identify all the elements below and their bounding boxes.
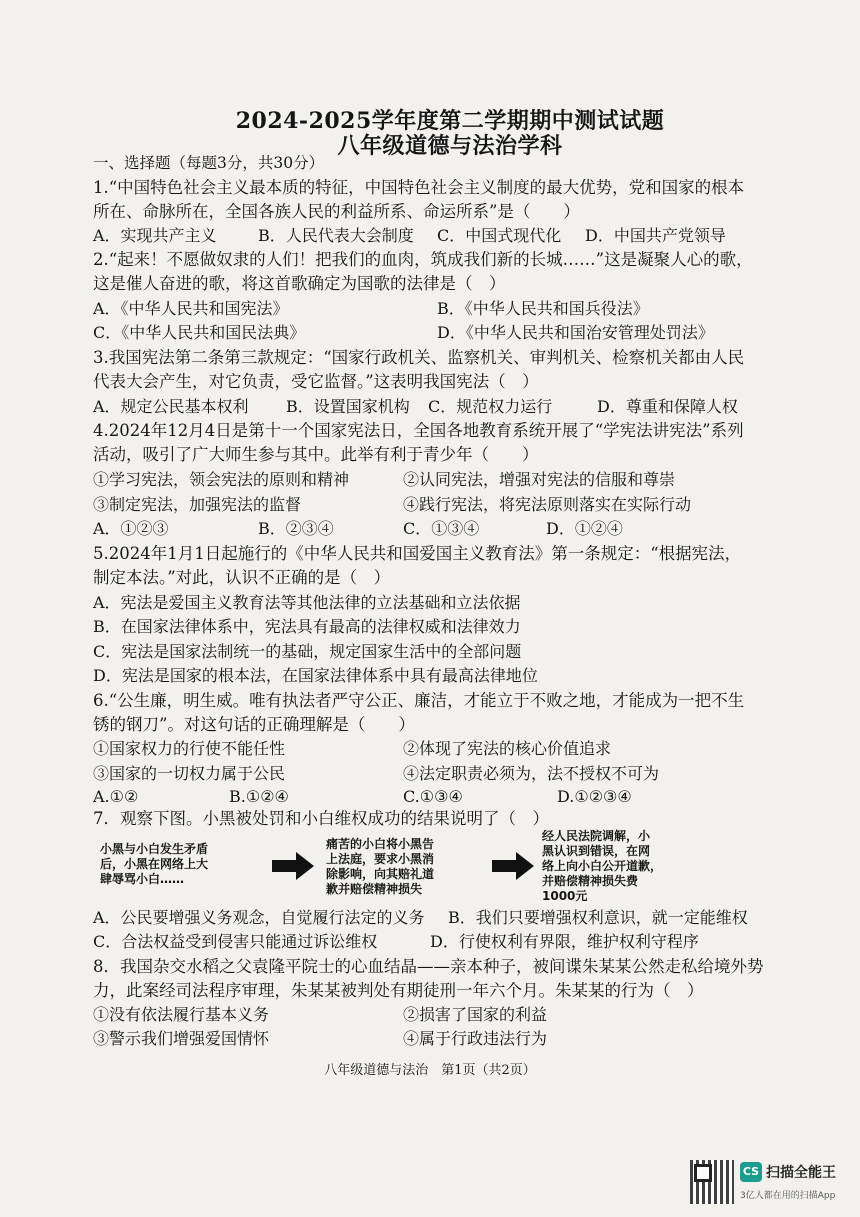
q4-statement-2: ②认同宪法，增强对宪法的信服和尊崇 bbox=[403, 470, 676, 489]
q3-stem-line2: 代表大会产生，对它负责，受它监督。”这表明我国宪法（ ） bbox=[93, 372, 539, 391]
q7-option-c: C．合法权益受到侵害只能通过诉讼维权 bbox=[93, 932, 378, 951]
scanner-app-name: 扫描全能王 bbox=[766, 1165, 836, 1181]
q6-statement-2: ②体现了宪法的核心价值追求 bbox=[403, 739, 612, 758]
exam-title: 2024-2025学年度第二学期期中测试试题 bbox=[235, 108, 665, 134]
q6-stem-line2: 锈的钢刀”。对这句话的正确理解是（ ） bbox=[93, 715, 415, 734]
q5-option-a: A．宪法是爱国主义教育法等其他法律的立法基础和立法依据 bbox=[93, 593, 521, 612]
q8-stem-line2: 力，此案经司法程序审理，朱某某被判处有期徒刑一年六个月。朱某某的行为（ ） bbox=[93, 981, 704, 1000]
q6-option-a: A.①② bbox=[93, 787, 139, 806]
q4-option-a: A．①②③ bbox=[93, 519, 169, 538]
q8-statement-1: ①没有依法履行基本义务 bbox=[93, 1005, 270, 1024]
scanner-watermark bbox=[690, 1160, 850, 1210]
q7-option-b: B．我们只要增强权利意识，就一定能维权 bbox=[448, 908, 748, 927]
exam-subtitle: 八年级道德与法治学科 bbox=[337, 133, 563, 159]
q5-stem-line1: 5.2024年1月1日起施行的《中华人民共和国爱国主义教育法》第一条规定：“根据宪法， bbox=[93, 544, 742, 563]
q2-option-b: B．《中华人民共和国兵役法》 bbox=[437, 299, 649, 318]
q1-stem-line2: 所在、命脉所在，全国各族人民的利益所系、命运所系”是（ ） bbox=[93, 202, 580, 221]
q7-stem: 7．观察下图。小黑被处罚和小白维权成功的结果说明了（ ） bbox=[93, 809, 549, 828]
q3-stem-line1: 3.我国宪法第二条第三款规定：“国家行政机关、监察机关、审判机关、检察机关都由人民 bbox=[93, 348, 745, 367]
q6-stem-line1: 6.“公生廉，明生威。唯有执法者严守公正、廉洁，才能立于不败之地，才能成为一把不生 bbox=[93, 691, 745, 710]
q3-option-c: C．规范权力运行 bbox=[428, 397, 553, 416]
q4-statement-4: ④践行宪法，将宪法原则落实在实际行动 bbox=[403, 495, 692, 514]
q4-statement-1: ①学习宪法，领会宪法的原则和精神 bbox=[93, 470, 350, 489]
q4-option-c: C．①③④ bbox=[403, 519, 480, 538]
q4-stem-line1: 4.2024年12月4日是第十一个国家宪法日，全国各地教育系统开展了“学宪法讲宪法”系列 bbox=[93, 421, 744, 440]
q5-stem-line2: 制定本法。”对此，认识不正确的是（ ） bbox=[93, 568, 391, 587]
q7-flow-step-3: 经人民法院调解，小 黑认识到错误，在网 络上向小白公开道歉， 并赔偿精神损失费 1000元 bbox=[542, 829, 663, 903]
q1-option-b: B．人民代表大会制度 bbox=[258, 226, 414, 245]
q4-statement-3: ③制定宪法，加强宪法的监督 bbox=[93, 495, 302, 514]
q8-stem-line1: 8．我国杂交水稻之父袁隆平院士的心血结晶——亲本种子，被间谍朱某某公然走私给境外势 bbox=[93, 957, 764, 976]
q6-statement-3: ③国家的一切权力属于公民 bbox=[93, 764, 286, 783]
camscanner-logo-icon: CS bbox=[740, 1162, 762, 1182]
scanner-tagline: 3亿人都在用的扫描App bbox=[740, 1191, 836, 1201]
q6-statement-1: ①国家权力的行使不能任性 bbox=[93, 739, 286, 758]
q1-stem-line1: 1.“中国特色社会主义最本质的特征，中国特色社会主义制度的最大优势，党和国家的根本 bbox=[93, 178, 745, 197]
qr-code-icon bbox=[690, 1160, 734, 1204]
q2-stem-line1: 2.“起来！不愿做奴隶的人们！把我们的血肉，筑成我们新的长城……”这是凝聚人心的歌， bbox=[93, 250, 753, 269]
q8-statement-3: ③警示我们增强爱国情怀 bbox=[93, 1029, 270, 1048]
q2-stem-line2: 这是催人奋进的歌，将这首歌确定为国歌的法律是（ ） bbox=[93, 274, 506, 293]
q4-stem-line2: 活动，吸引了广大师生参与其中。此举有利于青少年（ ） bbox=[93, 445, 539, 464]
q2-option-c: C．《中华人民共和国民法典》 bbox=[93, 323, 306, 342]
q5-option-b: B．在国家法律体系中，宪法具有最高的法律权威和法律效力 bbox=[93, 617, 521, 636]
q3-option-b: B．设置国家机构 bbox=[286, 397, 410, 416]
q6-option-d: D.①②③④ bbox=[557, 787, 632, 806]
q6-option-b: B.①②④ bbox=[229, 787, 289, 806]
q6-option-c: C.①③④ bbox=[403, 787, 463, 806]
q7-option-a: A．公民要增强义务观念，自觉履行法定的义务 bbox=[93, 908, 425, 927]
q1-option-c: C．中国式现代化 bbox=[437, 226, 562, 245]
q8-statement-2: ②损害了国家的利益 bbox=[403, 1005, 548, 1024]
q4-option-b: B．②③④ bbox=[258, 519, 334, 538]
q6-statement-4: ④法定职责必须为，法不授权不可为 bbox=[403, 764, 660, 783]
q8-statement-4: ④属于行政违法行为 bbox=[403, 1029, 548, 1048]
q7-flow-step-2: 痛苦的小白将小黑告 上法庭，要求小黑消 除影响，向其赔礼道 歉并赔偿精神损失 bbox=[326, 837, 435, 896]
q3-option-a: A．规定公民基本权利 bbox=[93, 397, 249, 416]
q1-option-d: D．中国共产党领导 bbox=[585, 226, 726, 245]
q5-option-c: C．宪法是国家法制统一的基础，规定国家生活中的全部问题 bbox=[93, 642, 522, 661]
q7-option-d: D．行使权利有界限，维护权利守程序 bbox=[430, 932, 699, 951]
section-heading: 一、选择题（每题3分，共30分） bbox=[93, 154, 325, 172]
q7-flow-step-1: 小黑与小白发生矛盾 后，小黑在网络上大 肆辱骂小白…… bbox=[100, 842, 209, 886]
q3-option-d: D．尊重和保障人权 bbox=[597, 397, 738, 416]
page-footer: 八年级道德与法治 第1页（共2页） bbox=[324, 1063, 536, 1078]
q4-option-d: D．①②④ bbox=[546, 519, 623, 538]
q2-option-a: A．《中华人民共和国宪法》 bbox=[93, 299, 289, 318]
q1-option-a: A．实现共产主义 bbox=[93, 226, 217, 245]
q2-option-d: D．《中华人民共和国治安管理处罚法》 bbox=[437, 323, 714, 342]
q5-option-d: D．宪法是国家的根本法，在国家法律体系中具有最高法律地位 bbox=[93, 666, 538, 685]
